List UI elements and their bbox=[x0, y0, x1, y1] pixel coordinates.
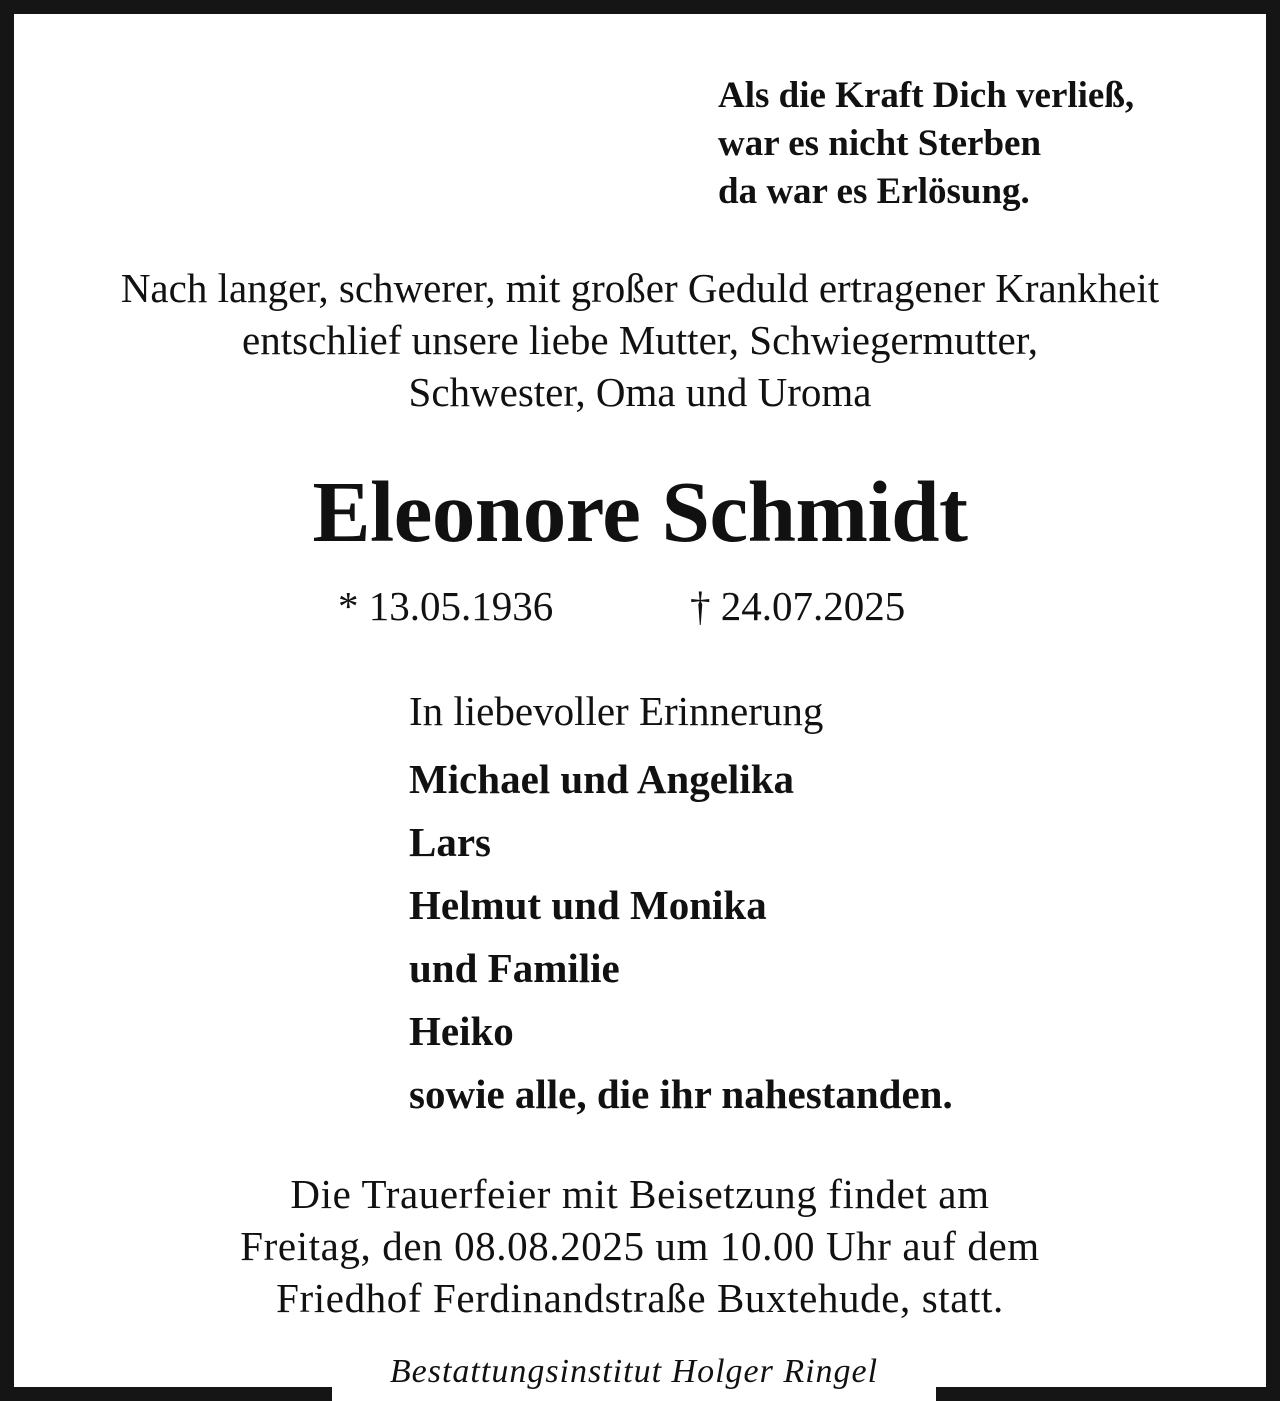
life-dates bbox=[0, 580, 1280, 632]
frame-border-bottom-right bbox=[936, 1387, 1280, 1401]
announcement-text bbox=[40, 262, 1240, 418]
remembrance-heading: In liebevoller Erinnerung bbox=[409, 688, 824, 734]
frame-border-left bbox=[0, 0, 14, 1401]
memorial-quote bbox=[718, 72, 1134, 216]
announcement-line: entschlief unsere liebe Mutter, Schwiegermutter, bbox=[242, 317, 1038, 363]
funeral-line: Friedhof Ferdinandstraße Buxtehude, statt. bbox=[276, 1275, 1004, 1321]
undertaker-credit: Bestattungsinstitut Holger Ringel bbox=[389, 1353, 879, 1390]
mourner-name: Heiko bbox=[409, 1008, 514, 1054]
quote-line: da war es Erlösung. bbox=[718, 171, 1030, 212]
frame-border-top bbox=[0, 0, 1280, 14]
funeral-details bbox=[40, 1168, 1240, 1324]
birth-date: * 13.05.1936 bbox=[338, 583, 554, 629]
mourner-name: und Familie bbox=[409, 945, 620, 991]
frame-border-bottom-left bbox=[0, 1387, 332, 1401]
frame-border-right bbox=[1266, 0, 1280, 1401]
announcement-line: Schwester, Oma und Uroma bbox=[408, 369, 872, 415]
mourners-list bbox=[409, 748, 953, 1126]
quote-line: war es nicht Sterben bbox=[718, 123, 1042, 164]
quote-line: Als die Kraft Dich verließ, bbox=[718, 75, 1135, 116]
mourner-name: sowie alle, die ihr nahestanden. bbox=[409, 1071, 953, 1117]
mourner-name: Helmut und Monika bbox=[409, 882, 767, 928]
announcement-line: Nach langer, schwerer, mit großer Geduld ertragener Krankheit bbox=[120, 265, 1160, 311]
mourner-name: Lars bbox=[409, 819, 491, 865]
mourner-name: Michael und Angelika bbox=[409, 756, 795, 802]
funeral-line: Die Trauerfeier mit Beisetzung findet am bbox=[290, 1171, 990, 1217]
deceased-name: Eleonore Schmidt bbox=[312, 463, 968, 560]
death-date: † 24.07.2025 bbox=[690, 583, 906, 629]
funeral-line: Freitag, den 08.08.2025 um 10.00 Uhr auf dem bbox=[240, 1223, 1040, 1269]
